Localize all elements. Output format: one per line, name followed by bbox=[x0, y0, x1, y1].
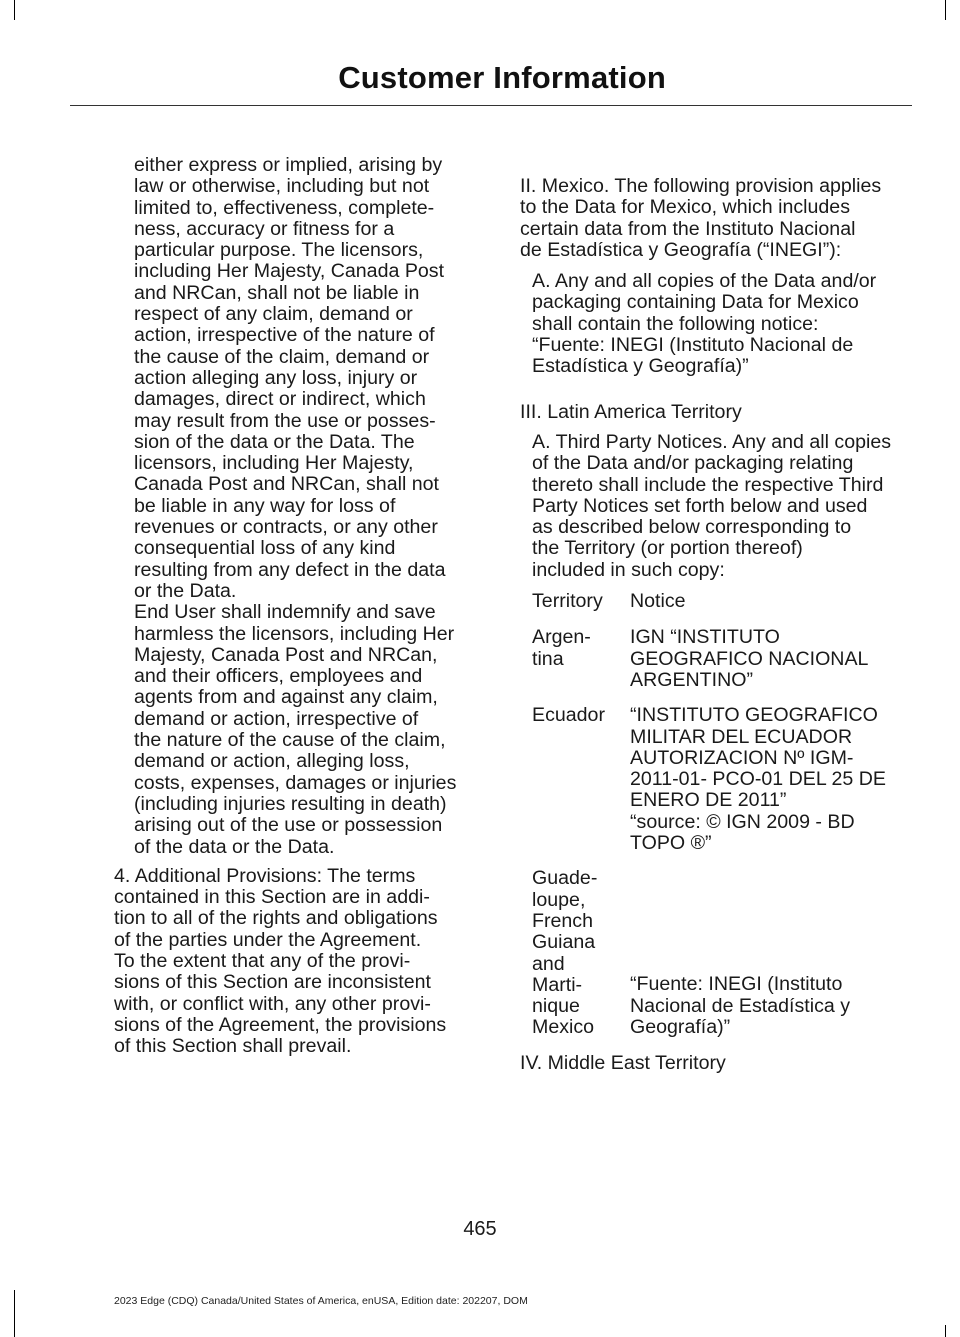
text-line: to the Data for Mexico, which includes bbox=[520, 196, 850, 219]
text-line: particular purpose. The licensors, bbox=[134, 239, 424, 262]
text-line: loupe, bbox=[532, 888, 586, 911]
text-line: arising out of the use or possession bbox=[134, 814, 443, 837]
text-line: sions of the Agreement, the provisions bbox=[114, 1013, 447, 1036]
table-row bbox=[532, 868, 902, 1038]
disclaimer-paragraph bbox=[114, 155, 470, 602]
territory-cell bbox=[532, 627, 630, 691]
text-line: resulting from any defect in the data bbox=[134, 558, 446, 581]
territory-cell bbox=[532, 868, 630, 1038]
text-line: and bbox=[532, 952, 565, 975]
text-line: sion of the data or the Data. The bbox=[134, 430, 415, 453]
text-line: French bbox=[532, 909, 593, 932]
text-line: be liable in any way for loss of bbox=[134, 494, 396, 517]
text-line: thereto shall include the respective Third bbox=[532, 473, 884, 496]
crop-mark-top-left bbox=[14, 0, 15, 20]
text-line: action, irrespective of the nature of bbox=[134, 324, 435, 347]
text-line: harmless the licensors, including Her bbox=[134, 622, 455, 645]
text-line: de Estadística y Geografía (“INEGI”): bbox=[520, 238, 842, 261]
text-line: included in such copy: bbox=[532, 558, 725, 581]
additional-provisions-paragraph bbox=[114, 866, 470, 1058]
text-line: “source: © IGN 2009 - BD bbox=[630, 810, 855, 833]
text-line: II. Mexico. The following provision applies bbox=[520, 175, 882, 197]
text-line: TOPO ®” bbox=[630, 832, 712, 855]
right-column bbox=[520, 176, 902, 1074]
text-line: certain data from the Instituto Nacional bbox=[520, 217, 856, 240]
text-line: the cause of the claim, demand or bbox=[134, 345, 430, 368]
text-line: tion to all of the rights and obligations bbox=[114, 907, 438, 930]
text-line: licensors, including Her Majesty, bbox=[134, 452, 414, 475]
footer-edition-info: 2023 Edge (CDQ) Canada/United States of America, enUSA, Edition date: 202207, DOM bbox=[114, 1295, 528, 1307]
text-line: nique bbox=[532, 995, 580, 1018]
text-line: packaging containing Data for Mexico bbox=[532, 291, 859, 314]
text-line: To the extent that any of the provi- bbox=[114, 949, 411, 972]
text-line: the nature of the cause of the claim, bbox=[134, 729, 446, 752]
text-line: A. Third Party Notices. Any and all copies bbox=[532, 430, 892, 453]
text-line: damages, direct or indirect, which bbox=[134, 388, 426, 411]
text-line: of the Data and/or packaging relating bbox=[532, 452, 854, 475]
text-line: tina bbox=[532, 647, 564, 670]
text-line: GEOGRAFICO NACIONAL bbox=[630, 647, 869, 670]
text-line: of this Section shall prevail. bbox=[114, 1035, 352, 1058]
page-title: Customer Information bbox=[338, 60, 666, 95]
text-line: AUTORIZACION Nº IGM- bbox=[630, 746, 854, 769]
text-line: of the parties under the Agreement. bbox=[114, 928, 422, 951]
text-line: Argen- bbox=[532, 626, 591, 649]
text-line: “INSTITUTO GEOGRAFICO bbox=[630, 704, 878, 727]
column-header-territory: Territory bbox=[532, 590, 603, 613]
text-line: agents from and against any claim, bbox=[134, 686, 438, 709]
column-header-notice: Notice bbox=[630, 590, 686, 613]
text-line: 2011-01- PCO-01 DEL 25 DE bbox=[630, 768, 886, 791]
table-row bbox=[532, 705, 902, 854]
crop-mark-top-right bbox=[945, 0, 946, 20]
text-line: demand or action, irrespective of bbox=[134, 707, 419, 730]
text-line: A. Any and all copies of the Data and/or bbox=[532, 270, 877, 293]
text-line: Canada Post and NRCan, shall not bbox=[134, 473, 439, 496]
territory-notice-table bbox=[520, 591, 902, 1039]
text-line: the Territory (or portion thereof) bbox=[532, 537, 803, 560]
text-line: of the data or the Data. bbox=[134, 835, 335, 858]
text-line: Party Notices set forth below and used bbox=[532, 494, 868, 517]
text-line: Mexico bbox=[532, 1016, 595, 1039]
text-line: costs, expenses, damages or injuries bbox=[134, 771, 457, 794]
text-line: with, or conflict with, any other provi- bbox=[114, 992, 431, 1015]
text-line: may result from the use or posses- bbox=[134, 409, 436, 432]
text-line: respect of any claim, demand or bbox=[134, 303, 413, 326]
text-line: Marti- bbox=[532, 973, 583, 996]
indemnify-paragraph bbox=[114, 602, 470, 858]
page-number: 465 bbox=[463, 1218, 497, 1240]
latam-notice-paragraph bbox=[520, 432, 902, 581]
text-line: IGN “INSTITUTO bbox=[630, 626, 780, 649]
header-rule bbox=[70, 105, 912, 106]
text-line: Ecuador bbox=[532, 704, 605, 727]
table-header-row bbox=[532, 591, 902, 612]
text-line: ENERO DE 2011” bbox=[630, 789, 787, 812]
text-line: ness, accuracy or fitness for a bbox=[134, 217, 395, 240]
notice-cell bbox=[630, 868, 902, 1038]
text-line: including Her Majesty, Canada Post bbox=[134, 260, 445, 283]
notice-cell bbox=[630, 705, 902, 854]
text-line: consequential loss of any kind bbox=[134, 537, 396, 560]
text-line: ARGENTINO” bbox=[630, 668, 754, 691]
text-line: Geografía)” bbox=[630, 1015, 731, 1038]
text-line: and NRCan, shall not be liable in bbox=[134, 281, 420, 304]
middle-east-heading: IV. Middle East Territory bbox=[520, 1051, 726, 1074]
text-line: as described below corresponding to bbox=[532, 516, 852, 539]
text-line: MILITAR DEL ECUADOR bbox=[630, 725, 853, 748]
text-line: “Fuente: INEGI (Instituto Nacional de bbox=[532, 334, 854, 357]
text-line: shall contain the following notice: bbox=[532, 312, 819, 335]
text-line: demand or action, alleging loss, bbox=[134, 750, 410, 773]
text-line: Guade- bbox=[532, 867, 598, 890]
text-line: End User shall indemnify and save bbox=[134, 601, 436, 624]
mexico-notice-paragraph bbox=[520, 271, 902, 377]
crop-mark-bottom-right bbox=[945, 1325, 946, 1337]
mexico-heading bbox=[520, 176, 902, 261]
text-line: “Fuente: INEGI (Instituto bbox=[630, 973, 843, 996]
text-line: action alleging any loss, injury or bbox=[134, 366, 418, 389]
text-line: law or otherwise, including but not bbox=[134, 175, 430, 198]
text-line: either express or implied, arising by bbox=[134, 154, 443, 176]
text-line: revenues or contracts, or any other bbox=[134, 516, 438, 539]
territory-cell bbox=[532, 705, 630, 854]
text-line: Nacional de Estadística y bbox=[630, 994, 850, 1017]
text-line: Majesty, Canada Post and NRCan, bbox=[134, 643, 438, 666]
left-column bbox=[114, 155, 470, 1057]
text-line: sions of this Section are inconsistent bbox=[114, 971, 431, 994]
text-line: 4. Additional Provisions: The terms bbox=[114, 864, 416, 887]
text-line: Estadística y Geografía)” bbox=[532, 355, 749, 378]
table-row bbox=[532, 627, 902, 691]
text-line: (including injuries resulting in death) bbox=[134, 792, 447, 815]
notice-cell bbox=[630, 627, 902, 691]
crop-mark-bottom-left bbox=[14, 1290, 15, 1337]
text-line: contained in this Section are in addi- bbox=[114, 886, 430, 909]
text-line: limited to, effectiveness, complete- bbox=[134, 196, 435, 219]
text-line: Guiana bbox=[532, 931, 596, 954]
text-line: and their officers, employees and bbox=[134, 665, 423, 688]
text-line: or the Data. bbox=[134, 579, 237, 602]
latam-heading: III. Latin America Territory bbox=[520, 400, 742, 423]
